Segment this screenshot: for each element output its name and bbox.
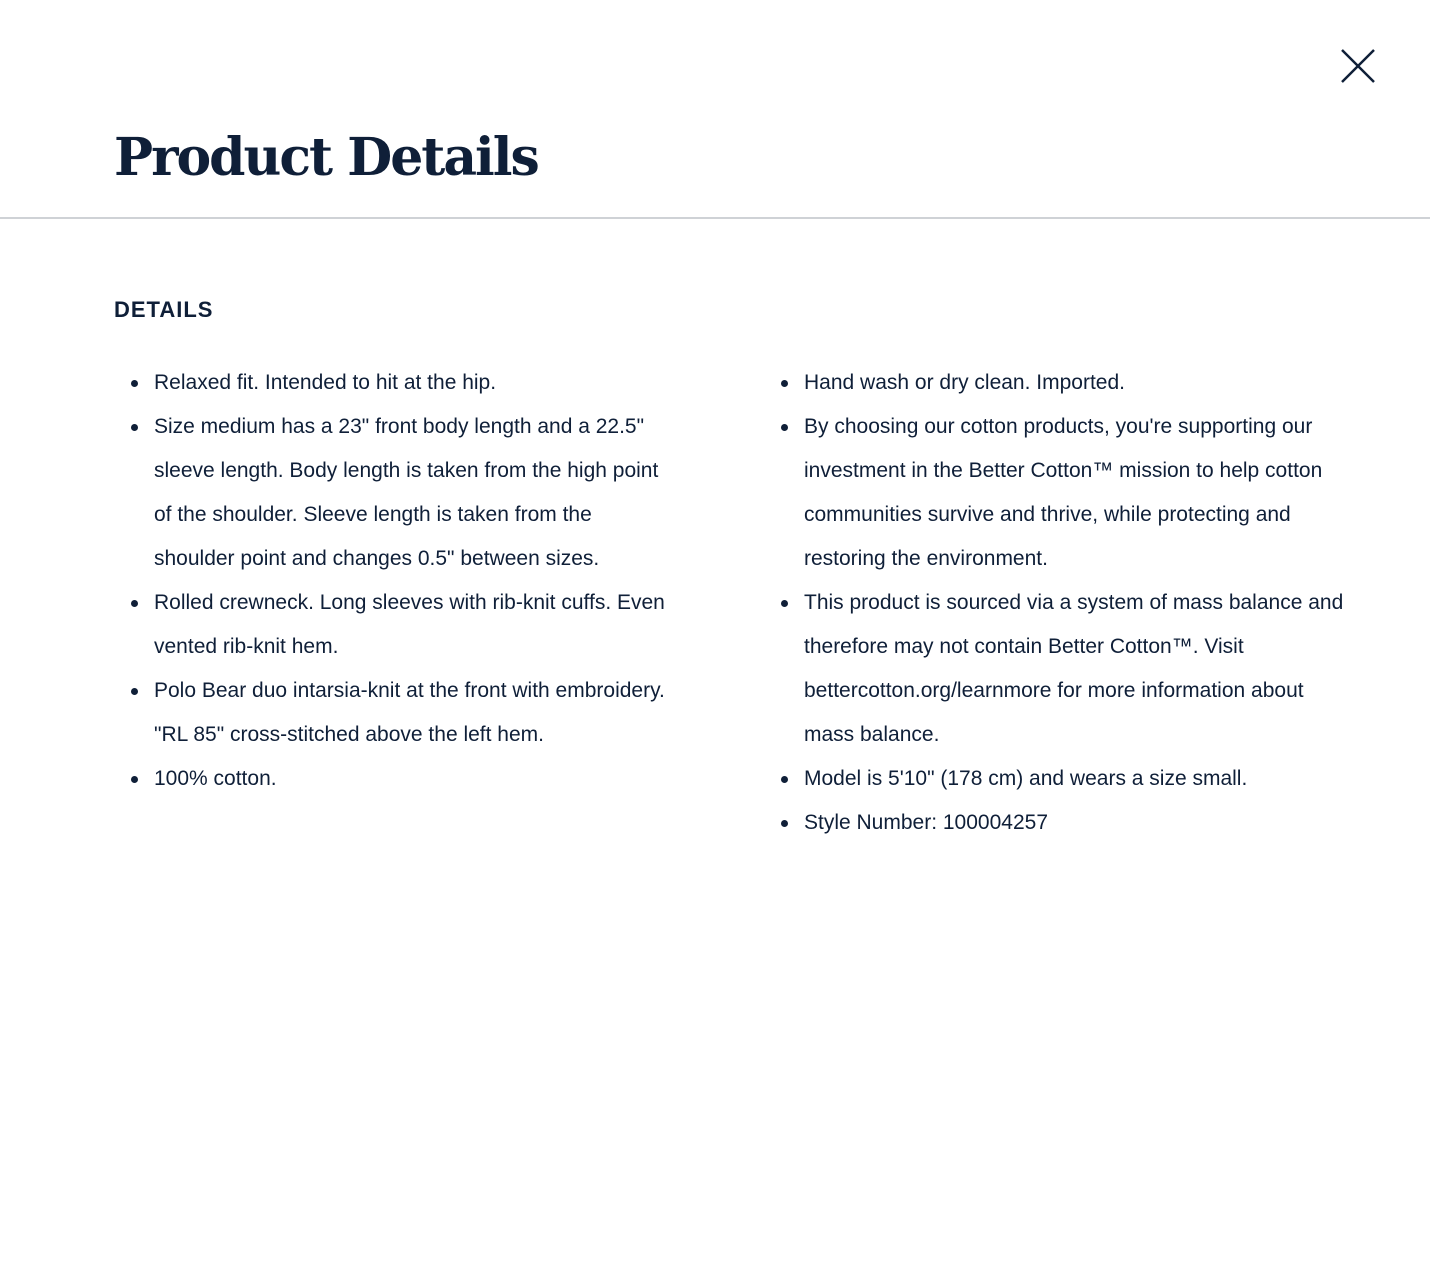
detail-item: Style Number: 100004257 [764,801,1344,845]
close-button[interactable] [1338,46,1378,86]
close-icon [1338,46,1378,86]
detail-item: Polo Bear duo intarsia-knit at the front with embroidery. "RL 85" cross-stitched above the left hem. [114,669,674,757]
detail-item: Model is 5'10" (178 cm) and wears a size small. [764,757,1344,801]
detail-item: Rolled crewneck. Long sleeves with rib-knit cuffs. Even vented rib-knit hem. [114,581,674,669]
detail-item: Hand wash or dry clean. Imported. [764,361,1344,405]
section-heading-details: DETAILS [114,297,214,322]
details-list-right [764,361,1344,845]
details-list-left [114,361,674,801]
detail-item: Size medium has a 23" front body length and a 22.5" sleeve length. Body length is taken from the high point of the shoulder. Sleeve length is taken from the shoulder point and changes 0.5" between sizes. [114,405,674,581]
detail-item: 100% cotton. [114,757,674,801]
page-title: Product Details [114,127,538,188]
detail-item: This product is sourced via a system of mass balance and therefore may not contain Better Cotton™. Visit bettercotton.org/learnmore for more information about mass balance. [764,581,1344,757]
detail-item: Relaxed fit. Intended to hit at the hip. [114,361,674,405]
dialog-header [0,0,1430,219]
detail-item: By choosing our cotton products, you're supporting our investment in the Better Cotton™ mission to help cotton communities survive and thrive, while protecting and restoring the environment. [764,405,1344,581]
